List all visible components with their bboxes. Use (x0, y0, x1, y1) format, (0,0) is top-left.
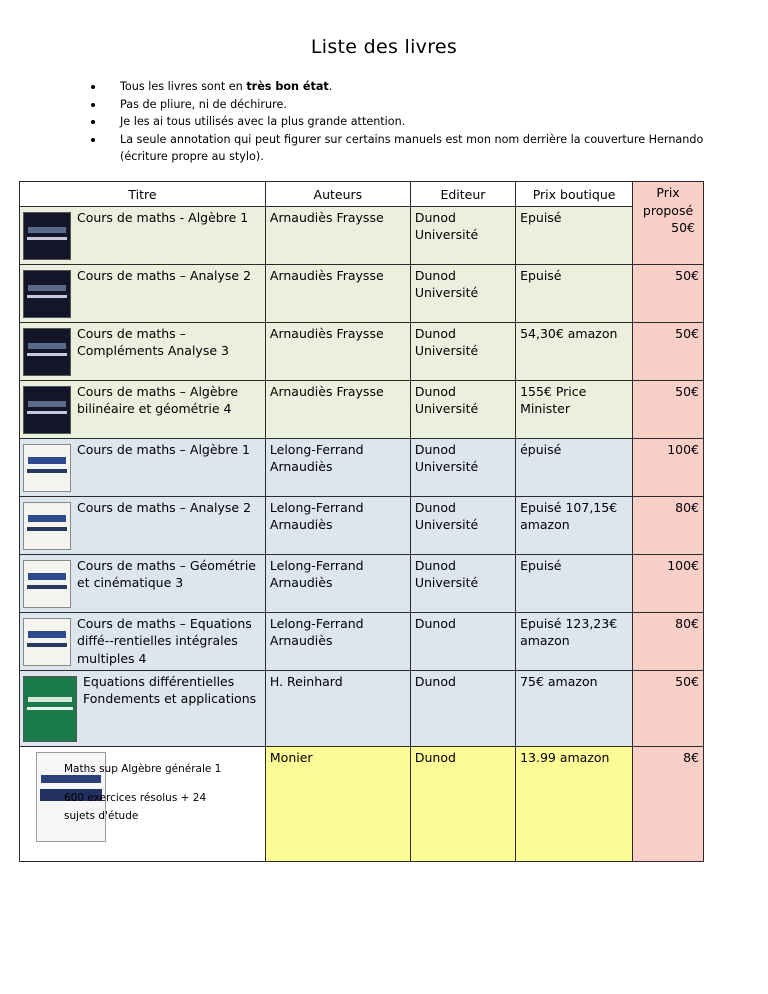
note-item: Tous les livres sont en très bon état. (100, 78, 710, 96)
row-5-titre: Cours de maths – Algèbre 1 (20, 438, 266, 496)
row-10-auteurs: Monier (265, 746, 410, 861)
note-item: Je les ai tous utilisés avec la plus grande attention. (100, 113, 710, 131)
table-row (20, 612, 704, 670)
row-2-editeur: Dunod Université (410, 264, 515, 322)
row-1-titre: Cours de maths - Algèbre 1 (20, 206, 266, 264)
table-row (20, 438, 704, 496)
table-row (20, 206, 704, 264)
row-2-prix: 50€ (633, 264, 704, 322)
row-5-auteurs: Lelong-Ferrand Arnaudiès (265, 438, 410, 496)
row-8-auteurs: Lelong-Ferrand Arnaudiès (265, 612, 410, 670)
row-1-prix: 50€ (671, 220, 695, 235)
row-7-auteurs: Lelong-Ferrand Arnaudiès (265, 554, 410, 612)
note-item: La seule annotation qui peut figurer sur certains manuels est mon nom derrière la couverture Hernando (écriture propre au stylo). (100, 131, 710, 166)
header-titre: Titre (20, 182, 266, 207)
row-4-prix: 50€ (633, 380, 704, 438)
row-7-prix-boutique: Epuisé (516, 554, 633, 612)
row-7-titre: Cours de maths – Géométrie et cinématique 3 (20, 554, 266, 612)
row-4-auteurs: Arnaudiès Fraysse (265, 380, 410, 438)
table-row (20, 322, 704, 380)
row-4-prix-boutique: 155€ Price Minister (516, 380, 633, 438)
row-10-prix-boutique: 13.99 amazon (516, 746, 633, 861)
row-9-auteurs: H. Reinhard (265, 670, 410, 746)
row-10-titre-line2: 600 exercices résolus + 24 sujets d'étude (64, 792, 207, 822)
row-2-titre: Cours de maths – Analyse 2 (20, 264, 266, 322)
row-7-prix: 100€ (633, 554, 704, 612)
book-cover-icon (23, 502, 71, 550)
row-2-auteurs: Arnaudiès Fraysse (265, 264, 410, 322)
row-9-prix-boutique: 75€ amazon (516, 670, 633, 746)
row-6-prix: 80€ (633, 496, 704, 554)
row-6-auteurs: Lelong-Ferrand Arnaudiès (265, 496, 410, 554)
row-10-titre-line1: Maths sup Algèbre générale 1 (64, 762, 222, 775)
row-6-titre: Cours de maths – Analyse 2 (20, 496, 266, 554)
book-cover-icon (23, 270, 71, 318)
header-editeur: Editeur (410, 182, 515, 207)
row-8-prix-boutique: Epuisé 123,23€ amazon (516, 612, 633, 670)
header-auteurs: Auteurs (265, 182, 410, 207)
row-1-auteurs: Arnaudiès Fraysse (265, 206, 410, 264)
header-prix-boutique: Prix boutique (516, 182, 633, 207)
page-title: Liste des livres (310, 36, 458, 58)
book-cover-icon (23, 212, 71, 260)
row-3-auteurs: Arnaudiès Fraysse (265, 322, 410, 380)
row-1-prix-boutique: Epuisé (516, 206, 633, 264)
row-8-titre: Cours de maths – Equations diffé--rentielles intégrales multiples 4 (20, 612, 266, 670)
note-item: Pas de pliure, ni de déchirure. (100, 96, 710, 114)
row-8-editeur: Dunod (410, 612, 515, 670)
row-10-prix: 8€ (633, 746, 704, 861)
header-prix-propose: Prix proposé 50€ (633, 182, 704, 265)
table-row (20, 264, 704, 322)
row-10-titre (20, 746, 266, 861)
row-3-titre: Cours de maths – Compléments Analyse 3 (20, 322, 266, 380)
row-3-prix: 50€ (633, 322, 704, 380)
book-cover-icon (23, 618, 71, 666)
row-4-editeur: Dunod Université (410, 380, 515, 438)
row-3-editeur: Dunod Université (410, 322, 515, 380)
notes-list (100, 78, 710, 166)
row-7-editeur: Dunod Université (410, 554, 515, 612)
row-8-prix: 80€ (633, 612, 704, 670)
book-cover-icon (23, 444, 71, 492)
row-9-titre: Equations différentielles Fondements et applications (20, 670, 266, 746)
book-cover-icon (23, 386, 71, 434)
table-row (20, 670, 704, 746)
row-1-editeur: Dunod Université (410, 206, 515, 264)
row-9-prix: 50€ (633, 670, 704, 746)
row-6-prix-boutique: Epuisé 107,15€ amazon (516, 496, 633, 554)
row-9-editeur: Dunod (410, 670, 515, 746)
row-3-prix-boutique: 54,30€ amazon (516, 322, 633, 380)
books-table (19, 181, 704, 862)
row-6-editeur: Dunod Université (410, 496, 515, 554)
book-cover-icon (23, 560, 71, 608)
row-5-prix-boutique: épuisé (516, 438, 633, 496)
row-5-editeur: Dunod Université (410, 438, 515, 496)
table-header-row (20, 182, 704, 207)
book-cover-icon (23, 328, 71, 376)
table-row (20, 380, 704, 438)
row-5-prix: 100€ (633, 438, 704, 496)
book-cover-icon (23, 676, 77, 742)
row-10-editeur: Dunod (410, 746, 515, 861)
row-2-prix-boutique: Epuisé (516, 264, 633, 322)
row-4-titre: Cours de maths – Algèbre bilinéaire et géométrie 4 (20, 380, 266, 438)
table-row (20, 554, 704, 612)
table-row (20, 496, 704, 554)
table-row (20, 746, 704, 861)
